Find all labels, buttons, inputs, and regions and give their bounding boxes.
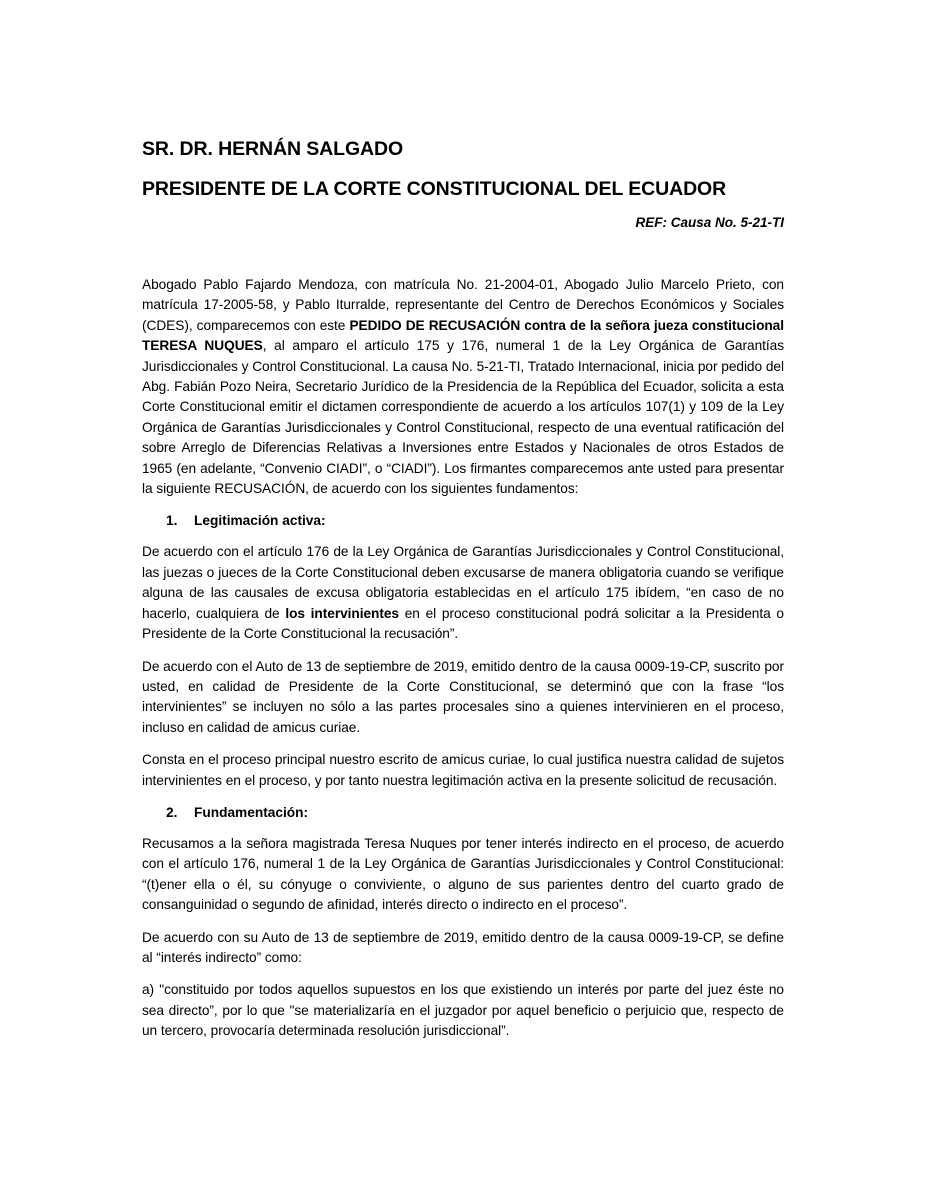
intro-bold-text: PEDIDO DE RECUSACIÓN contra de la señora jueza constitucional TERESA NUQUES <box>142 317 785 354</box>
fundamentacion-paragraph-3: a) "constituido por todos aquellos supuestos en los que existiendo un interés por parte del juez éste no sea directo”, por lo que "se materializaría en el juzgador por aquel beneficio o perjuicio que, respecto de un tercero, provocaría determinada resolución jurisdiccional”. <box>142 982 784 1039</box>
intro-text-1: Abogado Pablo Fajardo Mendoza, con matrícula No. 21-2004-01, Abogado Julio Marcelo Prieto, con matrícula 17-2005-58, y Pablo Iturralde, representante del Centro de Derechos Económicos y Sociales (CDES), comparecemos con este <box>142 277 784 333</box>
intro-paragraph <box>142 275 784 499</box>
case-reference: REF: Causa No. 5-21-TI <box>635 215 784 230</box>
section-heading-legitimacion <box>166 511 784 531</box>
paragraph-bold-text: los intervinientes <box>285 605 399 621</box>
section-number: 2. <box>166 804 178 820</box>
fundamentacion-paragraph-1: Recusamos a la señora magistrada Teresa Nuques por tener interés indirecto en el proceso, de acuerdo con el artículo 176, numeral 1 de la Ley Orgánica de Garantías Jurisdiccionales y Control Constitucional: “(t)ener ella o él, su cónyuge o conviviente, o alguno de sus parientes dentro del cuarto grado de consanguinidad o segundo de afinidad, interés directo o indirecto en el proceso”. <box>142 835 784 913</box>
document-page <box>142 136 784 1054</box>
section-title: Legitimación activa: <box>194 513 326 529</box>
legitimacion-paragraph-2: De acuerdo con el Auto de 13 de septiembre de 2019, emitido dentro de la causa 0009-19-CP, suscrito por usted, en calidad de Presidente de la Corte Constitucional, se determinó que con la frase “los intervinientes” se incluyen no sólo a las partes procesales sino a quienes intervinieren en el proceso, incluso en calidad de amicus curiae. <box>142 658 784 735</box>
intro-text-2: , al amparo el artículo 175 y 176, numeral 1 de la Ley Orgánica de Garantías Jurisdiccionales y Control Constitucional. La causa No. 5-21-TI, Tratado Internacional, inicia por pedido del Abg. Fabián Pozo Neira, Secretario Jurídico de la Presidencia de la República del Ecuador, solicita a esta Corte Constitucional emitir el dictamen correspondiente de acuerdo a los artículos 107(1) y 109 de la Ley Orgánica de Garantías Jurisdiccionales y Control Constitucional, respecto de una eventual ratificación del sobre Arreglo de Diferencias Relativas a Inversiones entre Estados y Nacionales de otros Estados de 1965 (en adelante, “Convenio CIADI”, o “CIADI”). Los firmantes comparecemos ante usted para presentar la siguiente RECUSACIÓN, de acuerdo con los siguientes fundamentos: <box>142 338 784 497</box>
position-heading: PRESIDENTE DE LA CORTE CONSTITUCIONAL DEL ECUADOR <box>142 178 727 200</box>
legitimacion-paragraph-1 <box>142 542 784 644</box>
section-number: 1. <box>166 513 178 529</box>
addressee-heading: SR. DR. HERNÁN SALGADO <box>142 138 404 160</box>
section-title: Fundamentación: <box>194 804 309 820</box>
fundamentacion-paragraph-2: De acuerdo con su Auto de 13 de septiembre de 2019, emitido dentro de la causa 0009-19-CP, se define al “interés indirecto” como: <box>142 929 784 965</box>
paragraph-text-2: en el proceso constitucional podrá solicitar a la Presidenta o Presidente de la Corte Constitucional la recusación”. <box>142 605 784 642</box>
legitimacion-paragraph-3: Consta en el proceso principal nuestro escrito de amicus curiae, lo cual justifica nuestra calidad de sujetos intervinientes en el proceso, y por tanto nuestra legitimación activa en la presente solicitud de recusación. <box>142 752 784 788</box>
section-heading-fundamentacion <box>166 803 784 823</box>
paragraph-text-1: De acuerdo con el artículo 176 de la Ley Orgánica de Garantías Jurisdiccionales y Control Constitucional, las juezas o jueces de la Corte Constitucional deben excusarse de manera obligatoria cuando se verifique alguna de las causales de excusa obligatoria establecidas en el artículo 175 ibídem, “en caso de no hacerlo, cualquiera de <box>142 544 784 621</box>
